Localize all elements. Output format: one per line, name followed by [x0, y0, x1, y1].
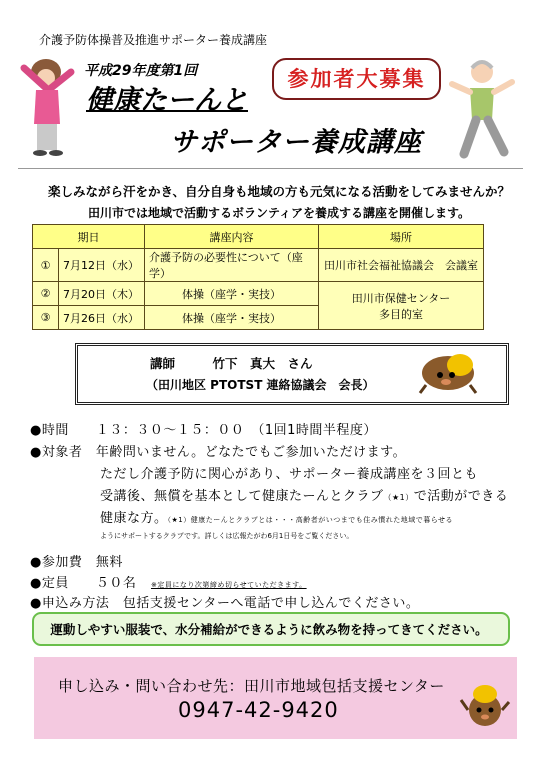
intro-line1: 楽しみながら汗をかき、自分自身も地域の方も元気になる活動をしてみませんか？	[47, 184, 510, 199]
footnote-line2: ようにサポートするクラブです。詳しくは広報たがわ6月1日号をご覧ください。	[100, 532, 354, 540]
session-date: 7月20日（木）	[59, 282, 145, 306]
fee-info: ●参加費 無料	[30, 555, 123, 570]
contact-label: 申し込み・問い合わせ先：田川市地域包括支援センター	[58, 677, 445, 695]
target-info-line2: ただし介護予防に関心があり、サポーター養成講座を３回とも	[100, 467, 479, 482]
contact-phone: 0947-42-9420	[178, 698, 339, 722]
footnote-line1: （★1）健康たーんとクラブとは・・・高齢者がいつまでも住み慣れた地域で暮らせる	[167, 516, 454, 524]
edition-label: 平成29年度第1回	[84, 63, 198, 79]
session-content: 体操（座学・実技）	[145, 306, 319, 330]
session-date: 7月12日（水）	[59, 249, 145, 282]
schedule-table	[32, 224, 484, 330]
session-number: ③	[33, 306, 59, 330]
mascot-waving-illustration	[458, 680, 512, 732]
lecturer-affiliation: （田川地区 PTOTST 連絡協議会 会長）	[146, 378, 375, 392]
target-text-c: で活動ができる	[413, 489, 509, 504]
session-number: ②	[33, 282, 59, 306]
session-number: ①	[33, 249, 59, 282]
target-info-line4	[100, 507, 453, 526]
header-place: 場所	[319, 225, 484, 249]
target-info: ●対象者 年齢問いません。どなたでもご参加いただけます。	[30, 445, 407, 460]
table-row	[33, 249, 484, 282]
course-subtitle: 介護予防体操普及推進サポーター養成講座	[39, 33, 268, 47]
session-content: 体操（座学・実技）	[145, 282, 319, 306]
session-date: 7月26日（水）	[59, 306, 145, 330]
capacity-note: ※定員になり次第締め切らせていただきます。	[150, 581, 307, 589]
session-place: 田川市社会福祉協議会 会議室	[319, 249, 484, 282]
capacity-value: ●定員 ５０名	[30, 576, 137, 591]
session-content: 介護予防の必要性について（座学）	[145, 249, 319, 282]
place-line1: 田川市保健センター	[351, 291, 451, 305]
divider	[18, 168, 523, 169]
recruitment-badge: 参加者大募集	[272, 58, 441, 100]
application-info: ●申込み方法 包括支援センターへ電話で申し込んでください。	[30, 596, 420, 611]
header-date: 期日	[33, 225, 145, 249]
intro-line2: 田川市では地域で活動するボランティアを養成する講座を開催します。	[87, 206, 471, 220]
target-text-a: 受講後、無償を基本として健康たーんとクラブ	[100, 489, 384, 504]
place-line2: 多目的室	[379, 307, 423, 321]
capacity-info	[30, 572, 307, 591]
reminder-text: 運動しやすい服装で、水分補給ができるように飲み物を持ってきてください。	[50, 622, 488, 637]
lecturer-name: 講師 竹下 真大 さん	[150, 356, 313, 371]
session-place-merged	[319, 282, 484, 330]
exercising-woman-illustration	[16, 52, 88, 160]
main-title-line1: 健康たーんと	[86, 85, 248, 116]
mascot-illustration	[414, 345, 480, 397]
footnote-marker: （★1）	[383, 493, 414, 502]
table-row	[33, 282, 484, 306]
target-text-d: 健康な方。	[100, 511, 168, 526]
target-info-line3	[100, 485, 508, 504]
table-header-row	[33, 225, 484, 249]
time-info: ●時間 １３：３０～１５：００ （1回1時間半程度）	[30, 423, 377, 438]
stretching-man-illustration	[446, 54, 518, 162]
header-content: 講座内容	[145, 225, 319, 249]
main-title-line2: サポーター養成講座	[170, 127, 422, 158]
